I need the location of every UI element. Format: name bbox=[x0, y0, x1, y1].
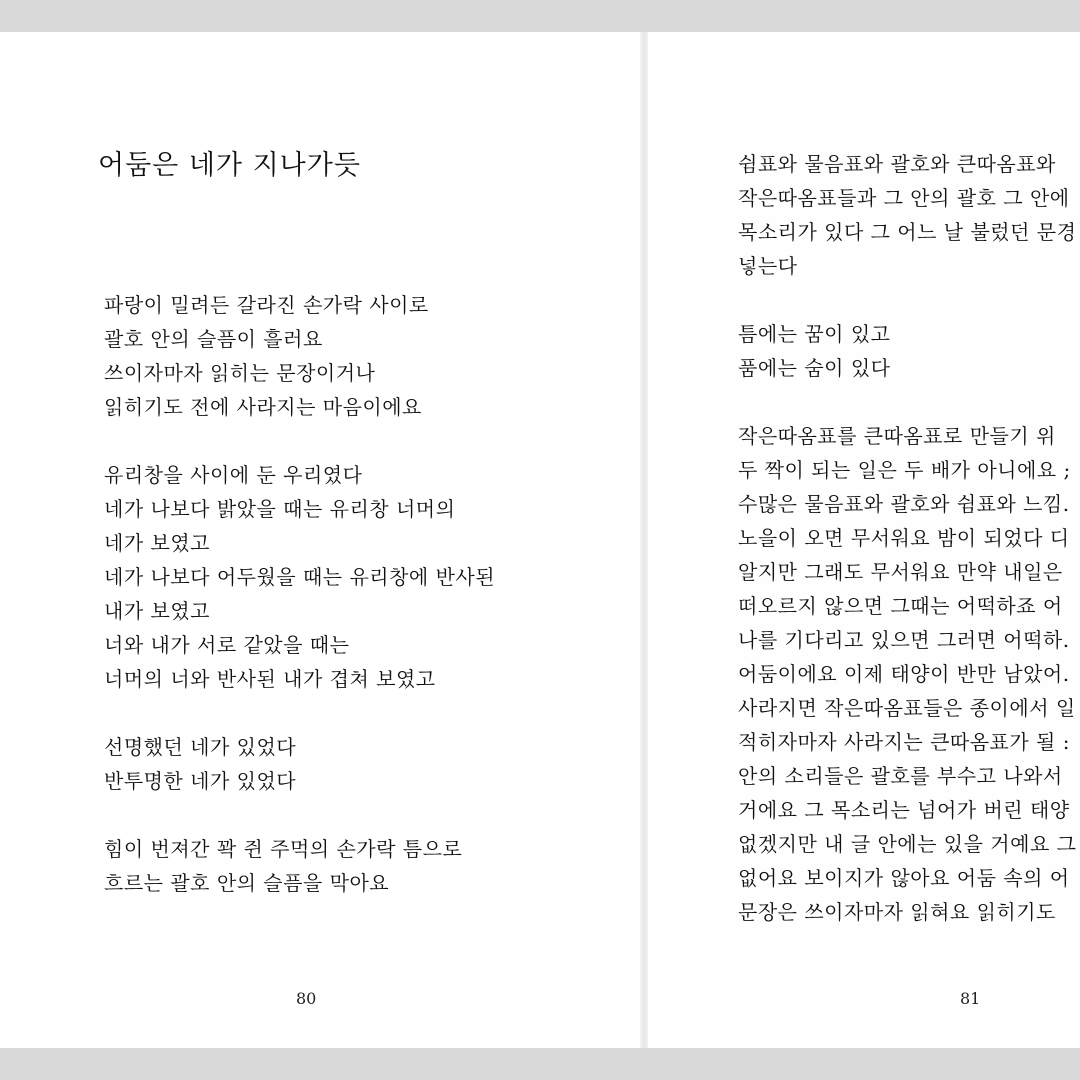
poem-line: 품에는 숨이 있다 bbox=[738, 356, 891, 380]
poem-line: 너머의 너와 반사된 내가 겹쳐 보였고 bbox=[104, 667, 436, 691]
poem-line: 네가 보였고 bbox=[104, 531, 210, 555]
left-page bbox=[0, 32, 642, 1048]
poem-line: 거에요 그 목소리는 넘어가 버린 태양 bbox=[738, 798, 1070, 822]
poem-line: 알지만 그래도 무서워요 만약 내일은 bbox=[738, 560, 1063, 584]
poem-line: 선명했던 네가 있었다 bbox=[104, 735, 297, 759]
poem-line: 파랑이 밀려든 갈라진 손가락 사이로 bbox=[104, 293, 429, 317]
poem-line: 적히자마자 사라지는 큰따옴표가 될 : bbox=[738, 730, 1070, 754]
poem-line: 사라지면 작은따옴표들은 종이에서 일 bbox=[738, 696, 1076, 720]
right-page-number: 81 bbox=[960, 989, 981, 1008]
right-page bbox=[648, 32, 1080, 1048]
poem-line: 쉼표와 물음표와 괄호와 큰따옴표와 bbox=[738, 152, 1056, 176]
stanza-break bbox=[104, 798, 624, 832]
poem-line: 괄호 안의 슬픔이 흘러요 bbox=[104, 327, 323, 351]
poem-line: 네가 나보다 밝았을 때는 유리창 너머의 bbox=[104, 497, 456, 521]
poem-line: 안의 소리들은 괄호를 부수고 나와서 bbox=[738, 764, 1063, 788]
left-poem-body bbox=[104, 288, 624, 900]
poem-line: 수많은 물음표와 괄호와 쉼표와 느낌. bbox=[738, 492, 1070, 516]
poem-line: 흐르는 괄호 안의 슬픔을 막아요 bbox=[104, 871, 390, 895]
poem-line: 유리창을 사이에 둔 우리였다 bbox=[104, 463, 363, 487]
poem-line: 목소리가 있다 그 어느 날 불렀던 문경 bbox=[738, 220, 1077, 244]
poem-line: 힘이 번져간 꽉 쥔 주먹의 손가락 틈으로 bbox=[104, 837, 463, 861]
poem-line: 틈에는 꿈이 있고 bbox=[738, 322, 891, 346]
poem-line: 나를 기다리고 있으면 그러면 어떡하. bbox=[738, 628, 1070, 652]
right-poem-body bbox=[738, 147, 1080, 929]
poem-line: 읽히기도 전에 사라지는 마음이에요 bbox=[104, 395, 422, 419]
book-spread bbox=[0, 32, 1080, 1048]
poem-line: 없어요 보이지가 않아요 어둠 속의 어 bbox=[738, 866, 1070, 890]
stanza-break bbox=[104, 424, 624, 458]
poem-line: 너와 내가 서로 같았을 때는 bbox=[104, 633, 350, 657]
poem-line: 어둠이에요 이제 태양이 반만 남았어. bbox=[738, 662, 1070, 686]
poem-line: 노을이 오면 무서워요 밤이 되었다 디 bbox=[738, 526, 1070, 550]
poem-line: 내가 보였고 bbox=[104, 599, 210, 623]
poem-line: 두 짝이 되는 일은 두 배가 아니에요 ; bbox=[738, 458, 1071, 482]
poem-line: 작은따옴표를 큰따옴표로 만들기 위 bbox=[738, 424, 1056, 448]
poem-line: 네가 나보다 어두웠을 때는 유리창에 반사된 bbox=[104, 565, 496, 589]
poem-line: 쓰이자마자 읽히는 문장이거나 bbox=[104, 361, 376, 385]
poem-line: 떠오르지 않으면 그때는 어떡하죠 어 bbox=[738, 594, 1063, 618]
stanza-break bbox=[738, 385, 1080, 419]
poem-title: 어둠은 네가 지나가듯 bbox=[98, 150, 361, 181]
poem-line: 없겠지만 내 글 안에는 있을 거예요 그 bbox=[738, 832, 1077, 856]
stanza-break bbox=[104, 696, 624, 730]
left-page-number: 80 bbox=[296, 989, 317, 1008]
poem-line: 넣는다 bbox=[738, 254, 798, 278]
stanza-break bbox=[738, 283, 1080, 317]
poem-line: 작은따옴표들과 그 안의 괄호 그 안에 bbox=[738, 186, 1070, 210]
poem-line: 반투명한 네가 있었다 bbox=[104, 769, 297, 793]
poem-line: 문장은 쓰이자마자 읽혀요 읽히기도 bbox=[738, 900, 1056, 924]
